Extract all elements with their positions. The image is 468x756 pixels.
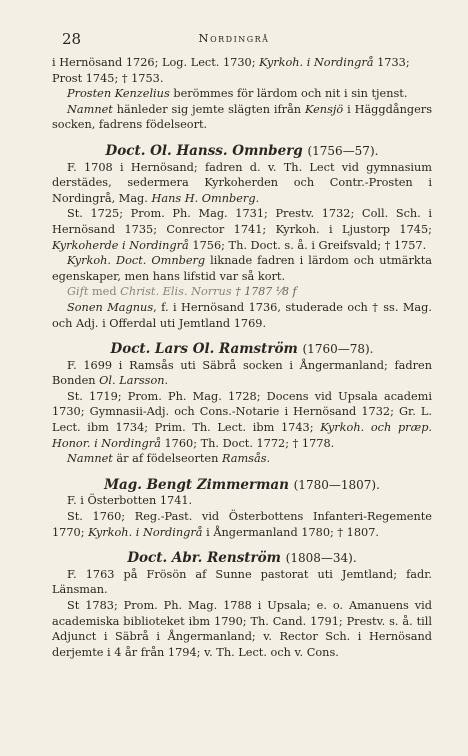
intro-text-italic: Kyrkoh. i Nordingrå [259, 56, 374, 69]
page-header [0, 30, 468, 50]
intro-text-italic: Namnet [67, 102, 113, 116]
intro-text-italic: Prosten [67, 87, 115, 101]
entry-paragraph: St. 1719; Prom. Ph. Mag. 1728; Docens vid Upsala academi 1730; Gymnasii-Adj. och Cons.-Notarie i Hernösand 1732; Gr. L. Lect. ibm 1734; Prim. Th. Lect. ibm 1743; Kyrkoh. och præp. Honor. i Nordingrå 1760; Th. Doct. 1772; † 1778. [52, 389, 433, 450]
intro-text: Prost 1745; † 1753. [52, 71, 164, 85]
entry-heading: Doct. Ol. Hanss. Omnberg (1756—57). [105, 142, 379, 159]
handwritten-annotation: † 1787 ⅟8 f [235, 285, 297, 299]
intro-text: berömmes för lärdom och nit i sin tjenst. [169, 87, 408, 101]
biography-entry [52, 144, 432, 331]
entry-heading: Doct. Lars Ol. Ramström (1760—78). [110, 341, 374, 358]
entry-paragraph: F. 1699 i Ramsås uti Säbrå socken i Ångermanland; fadren Bonden Ol. Larsson. [52, 358, 432, 388]
entry-paragraph: Sonen Magnus, f. i Hernösand 1736, studerade och † ss. Mag. och Adj. i Offerdal uti Jemtland 1769. [52, 300, 432, 330]
intro-text: hänleder sig jemte slägten ifrån [112, 102, 305, 116]
entry-paragraph: Gift med Christ. Elis. Norrus † 1787 ⅟8 f [67, 285, 297, 299]
entry-paragraph: St. 1760; Reg.-Past. vid Österbottens Infanteri-Regemente 1770; Kyrkoh. i Nordingrå i Ångermanland 1780; † 1807. [52, 510, 432, 539]
biography-entry [52, 478, 432, 540]
entry-paragraph: Namnet är af födelseorten Ramsås. [67, 452, 271, 466]
entry-paragraph: F. 1763 på Frösön af Sunne pastorat uti Jemtland; fadr. Länsman. [52, 567, 432, 597]
page-body [52, 55, 432, 660]
biography-entry [52, 342, 432, 467]
biography-entry [52, 551, 432, 660]
entry-heading: Mag. Bengt Zimmerman (1780—1807). [104, 476, 380, 493]
entry-paragraph: Kyrkoh. Doct. Omnberg liknade fadren i lärdom och utmärkta egenskaper, men hans lifstid var så kort. [52, 254, 432, 283]
entry-paragraph: St 1783; Prom. Ph. Mag. 1788 i Upsala; e. o. Amanuens vid academiska biblioteket ibm 1790; Th. Cand. 1791; Prestv. s. å. till Adjunct i Säbrå i Ångermanland; v. Rector Sch. i Hernösand derjemte i 4 år från 1794; v. Th. Lect. och v. Cons. [52, 599, 432, 659]
entry-paragraph: F. 1708 i Hernösand; fadren d. v. Th. Lect vid gymnasium derstädes, sedermera Kyrkoherden och Contr.-Prosten i Nordingrå, Mag. Hans H. Omnberg. [52, 160, 432, 205]
intro-text-italic: Kensjö [304, 102, 344, 116]
running-head: Nordingrå [198, 31, 270, 45]
page-number: 28 [62, 30, 82, 48]
entry-heading: Doct. Abr. Renström (1808—34). [127, 550, 357, 567]
intro-text-italic: Kenzelius [114, 87, 170, 101]
intro-text: i Häggdångers socken, fadrens födelseort. [52, 102, 432, 132]
intro-paragraph [52, 55, 432, 133]
intro-text: 1733; [373, 56, 410, 69]
intro-text: i Hernösand 1726; Log. Lect. 1730; [52, 56, 260, 69]
entry-paragraph: F. i Österbotten 1741. [67, 494, 193, 508]
entry-paragraph: St. 1725; Prom. Ph. Mag. 1731; Prestv. 1732; Coll. Sch. i Hernösand 1735; Conrector 1741; Kyrkoh. i Ljustorp 1745; Kyrkoherde i Nordingrå 1756; Th. Doct. s. å. i Greifsvald; † 1757. [52, 207, 432, 252]
